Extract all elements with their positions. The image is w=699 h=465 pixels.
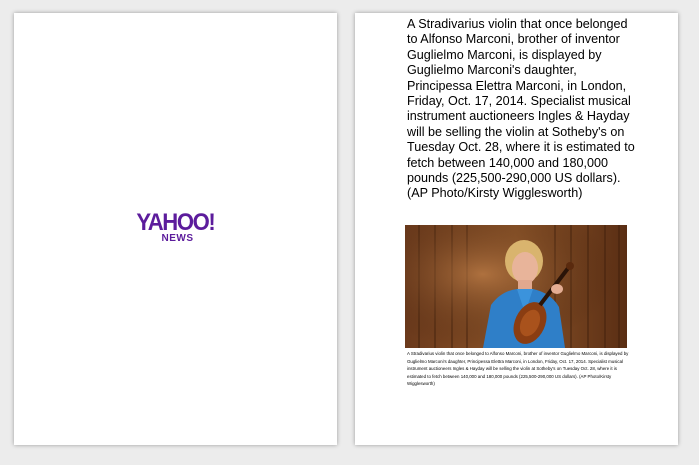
article-body-text: A Stradivarius violin that once belonged to Alfonso Marconi, brother of inventor Guglielmo Marconi, is displayed by Guglielmo Marconi's daughter, Principessa Elettra Marconi, in London, Friday, Oct. 17, 2014. Specialist musical instrument auctioneers Ingles & Hayday will be selling the violin at Sotheby's on Tuesday Oct. 28, where it is estimated to fetch between 140,000 and 180,000 pounds (225,500-290,000 US dollars). (AP Photo/Kirsty Wigglesworth) (407, 17, 635, 201)
news-logo-text: NEWS (161, 233, 194, 244)
article-photo (405, 225, 627, 348)
yahoo-logo-text: YAHOO! (136, 209, 215, 236)
right-page (355, 13, 678, 445)
yahoo-news-logo (14, 211, 337, 244)
left-page (14, 13, 337, 445)
photo-caption: A Stradivarius violin that once belonged to Alfonso Marconi, brother of inventor Guglielmo Marconi, is displayed by Guglielmo Marconi's daughter, Principessa Elettra Marconi, in London, Friday, Oct. 17, 2014. Specialist musical instrument auctioneers Ingles & Hayday will be selling the violin at Sotheby's on Tuesday Oct. 28, where it is estimated to fetch between 140,000 and 180,000 pounds (225,500-290,000 US dollars). (AP Photo/Kirsty Wigglesworth) (407, 351, 629, 387)
